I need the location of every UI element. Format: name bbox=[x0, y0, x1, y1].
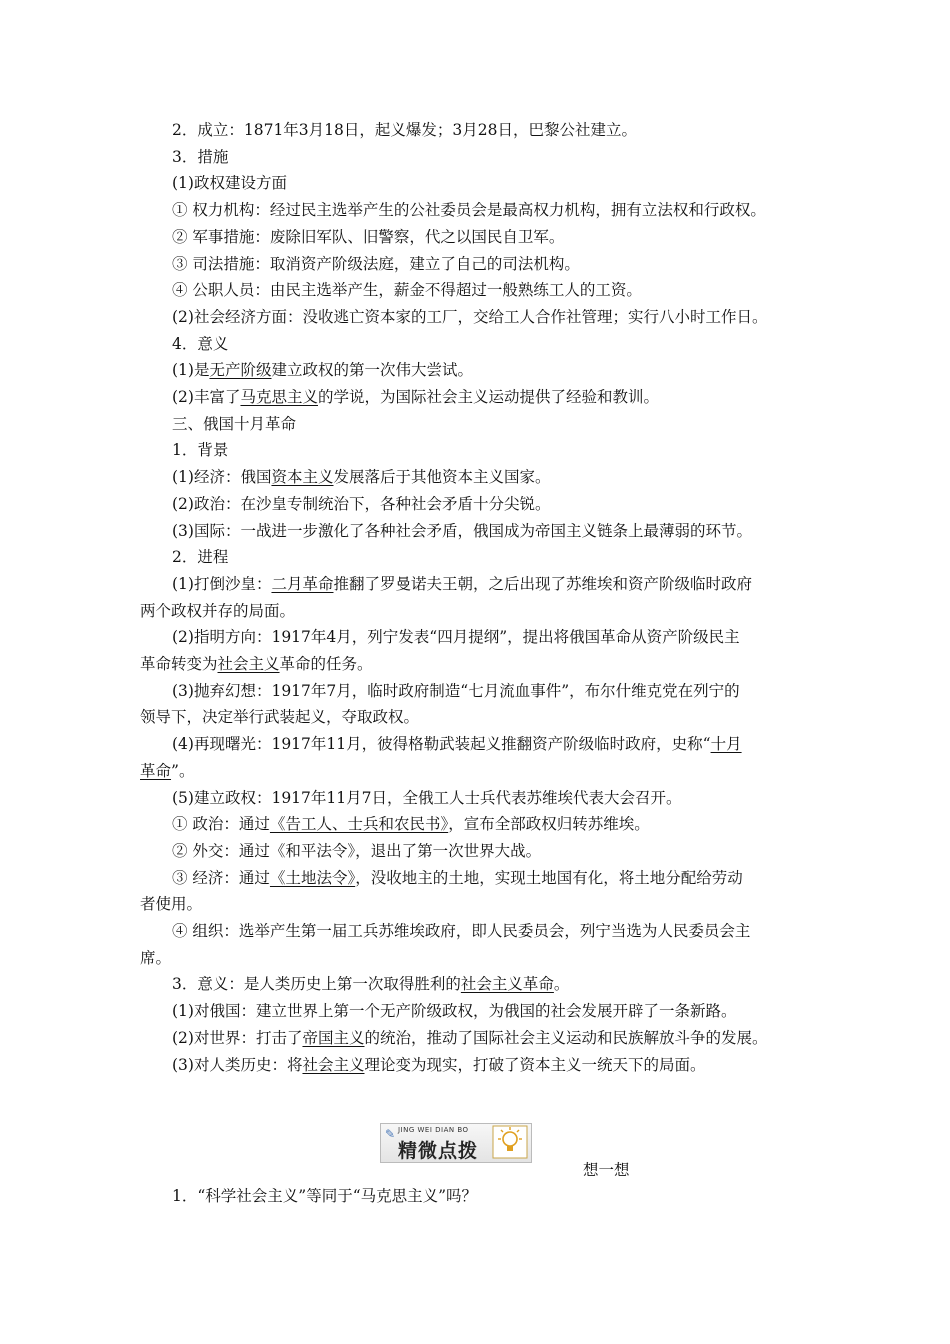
pin-icon: ✎ bbox=[385, 1127, 396, 1141]
question-line: 1．“科学社会主义”等同于“马克思主义”吗？ bbox=[172, 1187, 478, 1205]
underlined-term: 社会主义 bbox=[302, 1056, 365, 1074]
text-run: 两个政权并存的局面。 bbox=[140, 602, 296, 620]
text-run: ② 军事措施：废除旧军队、旧警察，代之以国民自卫军。 bbox=[172, 228, 565, 246]
text-run: 推翻了罗曼诺夫王朝，之后出现了苏维埃和资产阶级临时政府 bbox=[333, 575, 752, 593]
text-run: 建立政权的第一次伟大尝试。 bbox=[271, 361, 473, 379]
underlined-term: 马克思主义 bbox=[240, 388, 318, 406]
text-line bbox=[172, 147, 844, 167]
text-run: ，没收地主的土地，实现土地国有化，将土地分配给劳动 bbox=[355, 869, 743, 887]
text-run: ③ 司法措施：取消资产阶级法庭，建立了自己的司法机构。 bbox=[172, 255, 580, 273]
text-line bbox=[172, 494, 844, 514]
text-run: (3)对人类历史：将 bbox=[172, 1056, 303, 1074]
think-label: 想一想 bbox=[583, 1161, 630, 1179]
underlined-term: 《告工人、士兵和农民书》 bbox=[269, 815, 449, 833]
text-run: ④ 组织：选举产生第一届工兵苏维埃政府，即人民委员会，列宁当选为人民委员会主 bbox=[172, 922, 751, 940]
text-run: 3．意义：是人类历史上第一次取得胜利的 bbox=[172, 975, 461, 993]
text-run: 理论变为现实，打破了资本主义一统天下的局面。 bbox=[364, 1056, 706, 1074]
text-line bbox=[172, 200, 844, 220]
text-line bbox=[172, 387, 844, 407]
text-line bbox=[172, 227, 844, 247]
underlined-term: 十月 bbox=[710, 735, 742, 753]
text-run: 的统治，推动了国际社会主义运动和民族解放斗争的发展。 bbox=[364, 1029, 768, 1047]
text-run: ，宣布全部政权归转苏维埃。 bbox=[448, 815, 650, 833]
text-run: (1)打倒沙皇： bbox=[172, 575, 272, 593]
text-line bbox=[172, 440, 844, 460]
text-line bbox=[172, 307, 844, 327]
underlined-term: 帝国主义 bbox=[302, 1029, 365, 1047]
underlined-term: 《土地法令》 bbox=[269, 869, 356, 887]
text-line bbox=[172, 173, 844, 193]
text-run: (2)对世界：打击了 bbox=[172, 1029, 303, 1047]
text-line bbox=[140, 707, 812, 727]
text-line bbox=[172, 120, 844, 140]
text-line bbox=[172, 734, 844, 754]
text-line bbox=[172, 1028, 844, 1048]
text-line bbox=[172, 521, 844, 541]
text-line bbox=[140, 894, 812, 914]
text-run: (2)社会经济方面：没收逃亡资本家的工厂，交给工人合作社管理；实行八小时工作日。 bbox=[172, 308, 768, 326]
text-line bbox=[172, 467, 844, 487]
underlined-term: 无产阶级 bbox=[209, 361, 272, 379]
text-run: ① 政治：通过 bbox=[172, 815, 270, 833]
text-line bbox=[140, 948, 812, 968]
text-run: 席。 bbox=[140, 949, 172, 967]
text-line bbox=[172, 788, 844, 808]
lightbulb-icon bbox=[492, 1125, 528, 1159]
text-run: ① 权力机构：经过民主选举产生的公社委员会是最高权力机构，拥有立法权和行政权。 bbox=[172, 201, 766, 219]
text-run: 革命转变为 bbox=[140, 655, 218, 673]
text-line bbox=[172, 1001, 844, 1021]
text-run: (2)政治：在沙皇专制统治下，各种社会矛盾十分尖锐。 bbox=[172, 495, 551, 513]
text-line bbox=[172, 334, 844, 354]
text-line bbox=[172, 841, 844, 861]
text-line bbox=[172, 681, 844, 701]
text-run: 。 bbox=[553, 975, 570, 993]
text-run: 1．背景 bbox=[172, 441, 229, 459]
text-line bbox=[172, 414, 844, 434]
underlined-term: 革命 bbox=[140, 762, 172, 780]
text-line bbox=[172, 254, 844, 274]
text-run: 革命的任务。 bbox=[279, 655, 373, 673]
text-run: ”。 bbox=[171, 762, 195, 780]
text-run: (1)对俄国：建立世界上第一个无产阶级政权，为俄国的社会发展开辟了一条新路。 bbox=[172, 1002, 737, 1020]
text-run: 2．成立：1871年3月18日，起义爆发；3月28日，巴黎公社建立。 bbox=[172, 121, 637, 139]
text-line bbox=[172, 974, 844, 994]
badge-title: 精微点拨 bbox=[398, 1140, 479, 1162]
text-line bbox=[140, 654, 812, 674]
underlined-term: 社会主义 bbox=[217, 655, 280, 673]
badge-subtitle: JING WEI DIAN BO bbox=[398, 1126, 469, 1134]
text-run: 的学说，为国际社会主义运动提供了经验和教训。 bbox=[317, 388, 659, 406]
text-run: (5)建立政权：1917年11月7日，全俄工人士兵代表苏维埃代表大会召开。 bbox=[172, 789, 682, 807]
text-run: 4．意义 bbox=[172, 335, 229, 353]
text-line bbox=[172, 547, 844, 567]
text-run: ② 外交：通过《和平法令》，退出了第一次世界大战。 bbox=[172, 842, 542, 860]
text-run: (2)丰富了 bbox=[172, 388, 241, 406]
text-run: (3)国际：一战进一步激化了各种社会矛盾，俄国成为帝国主义链条上最薄弱的环节。 bbox=[172, 522, 752, 540]
text-run: 者使用。 bbox=[140, 895, 203, 913]
text-run: ④ 公职人员：由民主选举产生，薪金不得超过一般熟练工人的工资。 bbox=[172, 281, 642, 299]
text-line bbox=[172, 868, 844, 888]
text-run: 领导下，决定举行武装起义，夺取政权。 bbox=[140, 708, 420, 726]
text-line bbox=[140, 601, 812, 621]
text-run: 三、俄国十月革命 bbox=[172, 415, 297, 433]
text-run: (2)指明方向：1917年4月，列宁发表“四月提纲”，提出将俄国革命从资产阶级民主 bbox=[172, 628, 740, 646]
text-run: 2．进程 bbox=[172, 548, 229, 566]
text-run: (4)再现曙光：1917年11月，彼得格勒武装起义推翻资产阶级临时政府，史称“ bbox=[172, 735, 711, 753]
jingwei-dianbo-badge bbox=[380, 1123, 532, 1163]
underlined-term: 二月革命 bbox=[271, 575, 334, 593]
text-run: ③ 经济：通过 bbox=[172, 869, 270, 887]
text-run: (1)政权建设方面 bbox=[172, 174, 287, 192]
underlined-term: 社会主义革命 bbox=[460, 975, 554, 993]
text-run: 3．措施 bbox=[172, 148, 229, 166]
text-line bbox=[140, 761, 812, 781]
text-line bbox=[172, 1055, 844, 1075]
underlined-term: 资本主义 bbox=[271, 468, 334, 486]
text-run: (1)是 bbox=[172, 361, 210, 379]
text-line bbox=[172, 280, 844, 300]
text-line bbox=[172, 814, 844, 834]
text-run: (1)经济：俄国 bbox=[172, 468, 272, 486]
text-line bbox=[172, 574, 844, 594]
text-line bbox=[172, 627, 844, 647]
text-line bbox=[172, 360, 844, 380]
text-run: (3)抛弃幻想：1917年7月，临时政府制造“七月流血事件”，布尔什维克党在列宁的 bbox=[172, 682, 740, 700]
text-run: 发展落后于其他资本主义国家。 bbox=[333, 468, 551, 486]
text-line bbox=[172, 921, 844, 941]
